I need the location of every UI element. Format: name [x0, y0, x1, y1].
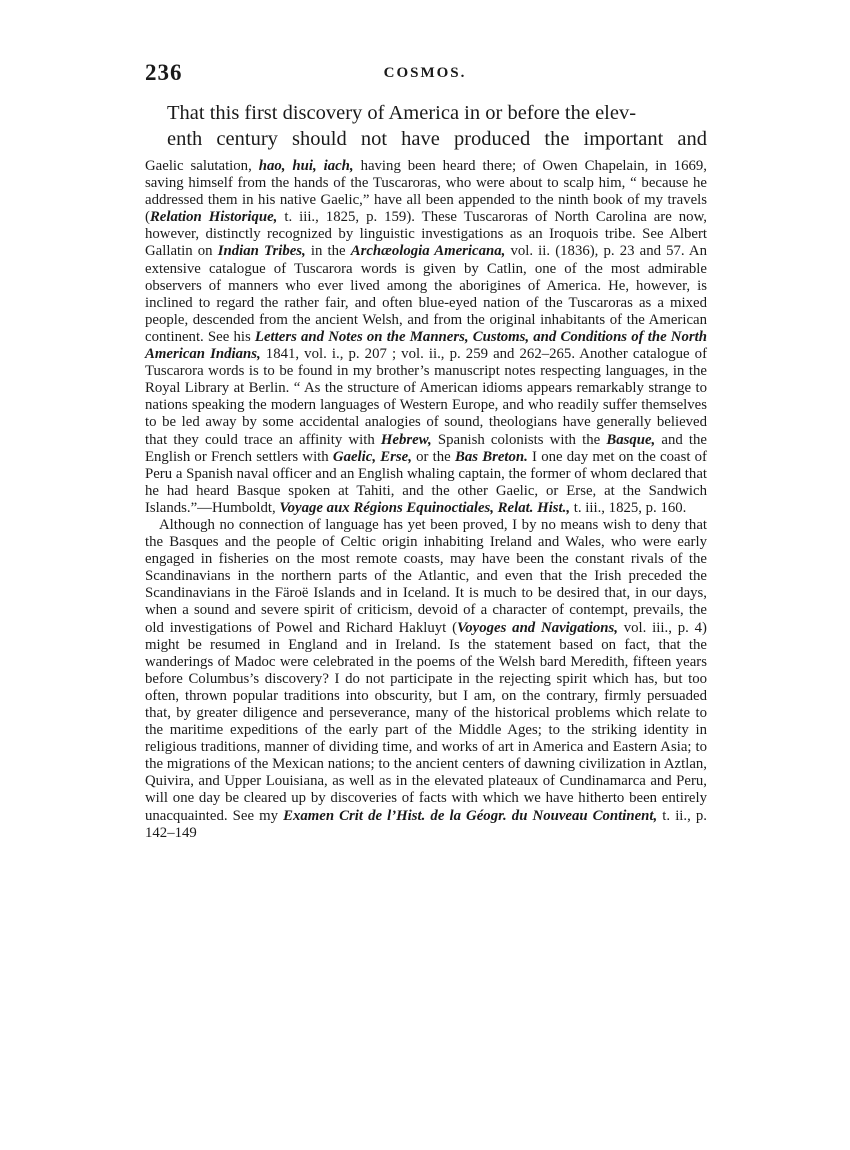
note-text: Spanish colonists with the	[431, 431, 607, 448]
note-text: t. iii., 1825, p. 160.	[570, 499, 687, 516]
footnote-paragraph-2	[145, 517, 707, 842]
note-text: t. ii., p. 142–149	[145, 807, 707, 841]
note-text: t. iii., 1825, p. 159). These Tuscaroras of North Carolina are now, however, distinctly recognized by linguistic investigations as an Iroquois tribe. See Albert Gallatin on	[145, 209, 707, 260]
main-text-line-1: That this first discovery of America in or before the elev-	[167, 102, 637, 124]
note-text: Gaelic salutation,	[145, 158, 259, 174]
note-text: having been heard there; of Owen Chapelain, in 1669, saving himself from the hands of the Tuscaroras, who were about to scalp him, “ because he addressed them in his native Gaelic,” have all been appended to the ninth book of my travels (	[145, 158, 707, 226]
main-text	[167, 100, 707, 152]
note-text: in the	[305, 243, 351, 260]
note-italic: Voyage aux Régions Equinoctiales, Relat. Hist.,	[279, 499, 571, 516]
note-italic: Indian Tribes,	[217, 243, 306, 260]
note-text: Although no connection of language has yet been proved, I by no means wish to deny that the Basques and the people of Celtic origin inhabiting Ireland and Wales, who were early engaged in fisheries on the most remote coasts, may have been the constant rivals of the Scandinavians in the northern parts of the Atlantic, and even that the Irish preceded the Scandinavians in the Färoë Islands and in Iceland. It is much to be desired that, in our days, when a sound and severe spirit of criticism, devoid of a character of contempt, prevails, the old investigations of Powel and Richard Hakluyt (	[145, 516, 707, 636]
note-italic: Archæologia Americana,	[350, 243, 506, 260]
note-text: vol. ii. (1836), p. 23 and 57. An extensive catalogue of Tuscarora words is given by Catlin, one of the most admirable observers of manners who ever lived among the aborigines of America. He, however, is inclined to regard the rather fair, and often blue-eyed nation of the Tuscaroras as a mixed people, descended from the ancient Welsh, and from the original inhabitants of the American continent. See his	[145, 243, 708, 345]
page-header	[145, 60, 705, 88]
page-number: 236	[145, 60, 183, 85]
note-italic: hao, hui, iach,	[258, 158, 354, 174]
note-italic: Basque,	[606, 431, 656, 448]
note-text: vol. iii., p. 4) might be resumed in England and in Ireland. Is the statement based on fact, that the wanderings of Madoc were celebrated in the poems of the Welsh bard Meredith, fifteen years before Columbus’s discovery? I do not participate in the rejecting spirit which has, but too often, thrown popular traditions into obscurity, but I am, on the contrary, firmly persuaded that, by greater diligence and perseverance, many of the historical problems which relate to the maritime expeditions of the early part of the Middle Ages; to the striking identity in religious traditions, manner of dividing time, and works of art in America and Eastern Asia; to the migrations of the Mexican nations; to the ancient centers of dawning civilization in Aztlan, Quivira, and Upper Louisiana, as well as in the elevated plateaux of Cundinamarca and Peru, will one day be cleared up by discoveries of facts with which we have hitherto been entirely unacquainted. See my	[145, 619, 707, 824]
main-text-line-2: enth century should not have produced the important and	[167, 128, 707, 150]
note-text: I one day met on the coast of Peru a Spanish naval officer and an English whaling captain, the former of whom declared that he had heard Basque spoken at Tahiti, and the other Gaelic, or Erse, at the Sandwich Islands.”—Humboldt,	[145, 448, 707, 516]
running-title: COSMOS.	[383, 65, 467, 81]
note-italic: Voyoges and Navigations,	[457, 619, 618, 636]
note-italic: Letters and Notes on the Manners, Customs, and Conditions of the North American Indians,	[145, 328, 707, 363]
note-italic: Hebrew,	[380, 431, 432, 448]
note-text: and the English or French settlers with	[145, 431, 707, 465]
note-text: or the	[411, 448, 455, 465]
footnote-block	[145, 158, 707, 842]
footnote-paragraph-1	[145, 158, 707, 517]
note-italic: Examen Crit de l’Hist. de la Géogr. du Nouveau Continent,	[283, 807, 658, 824]
note-italic: Relation Historique,	[149, 209, 278, 226]
note-italic: Gaelic, Erse,	[332, 448, 412, 465]
note-text: 1841, vol. i., p. 207 ; vol. ii., p. 259 and 262–265. Another catalogue of Tuscarora words is to be found in my brother’s manuscript notes respecting languages, in the Royal Library at Berlin. “ As the structure of American idioms appears remarkably strange to nations speaking the modern languages of Western Europe, and who readily suffer themselves to be led away by some accidental analogies of sound, theologians have generally believed that they could trace an affinity with	[145, 346, 707, 448]
note-italic: Bas Breton.	[454, 448, 528, 465]
